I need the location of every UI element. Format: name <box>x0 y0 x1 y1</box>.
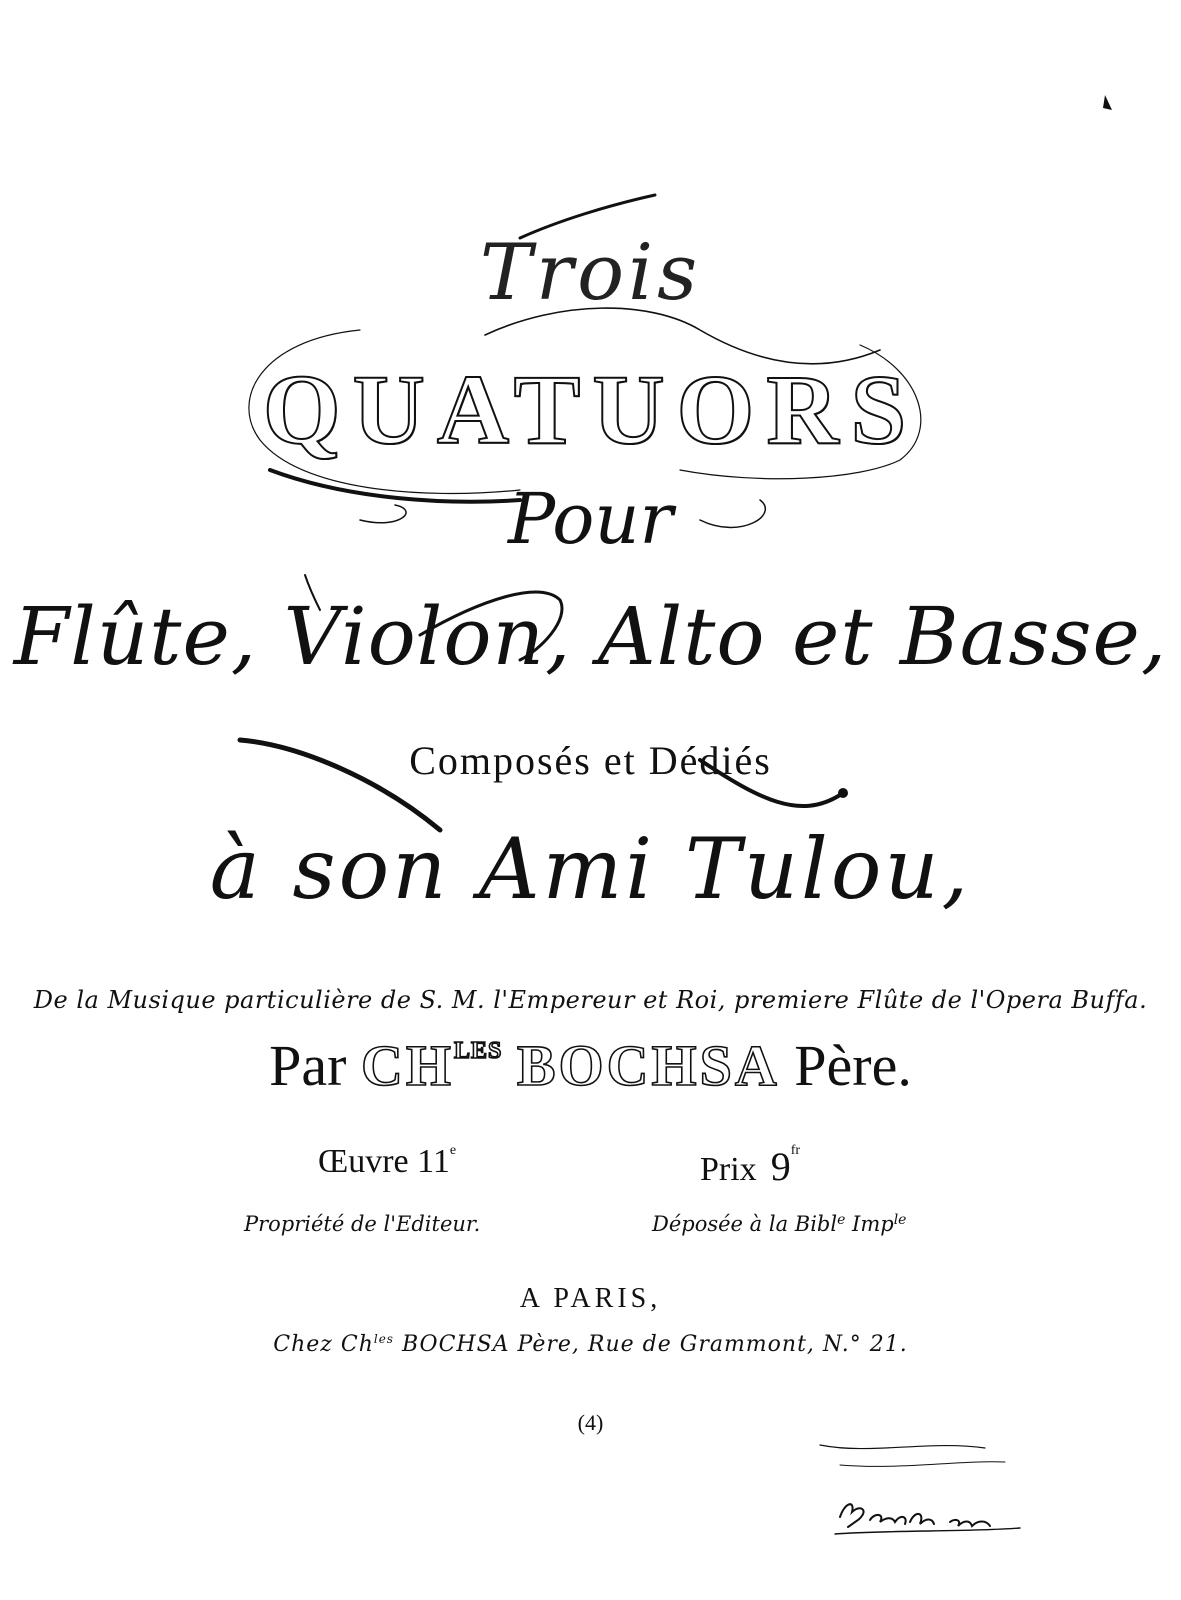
handwritten-signature <box>830 1492 1030 1542</box>
price: Prix $9^{fr}$ <box>700 1143 801 1189</box>
composes-et-dedies: Composés et Dédiés <box>409 738 772 783</box>
title-pour: Pour <box>508 478 673 560</box>
deposee-bibliotheque: Déposée à la Bibl$^e$ Imp$^{le}$ <box>652 1212 907 1236</box>
publisher-address: Chez $Ch^{les}$ BOCHSA Père, Rue de Grammont, N.° 21. <box>273 1332 908 1357</box>
publisher-place: A PARIS, <box>519 1283 662 1314</box>
instruments-line: Flûte, Violon, Alto et Basse, <box>13 590 1168 683</box>
dedicatee-subtitle: De la Musique particulière de S. M. l'Empereur et Roi, premiere Flûte de l'Opera Buffa. <box>33 986 1148 1014</box>
plate-number: (4) <box>577 1410 604 1435</box>
title-trois: Trois <box>479 228 702 318</box>
dedicatee-line: à son Ami Tulou, <box>209 820 972 918</box>
composer-suffix: Père. <box>794 1033 912 1098</box>
title-quatuors: QUATUORS <box>262 354 919 465</box>
composer-surname: BOCHSA <box>516 1033 780 1098</box>
composer-par: Par <box>269 1033 347 1098</box>
composer-line <box>0 1032 1181 1099</box>
propriete-editeur: Propriété de l'Editeur. <box>244 1212 481 1236</box>
price-value: 9 <box>770 1144 791 1189</box>
opus-number: Œuvre 11e <box>318 1143 457 1180</box>
composer-initial-sup: LES <box>453 1038 503 1064</box>
composer-initial: $CH^{LES}$ <box>360 1033 503 1098</box>
